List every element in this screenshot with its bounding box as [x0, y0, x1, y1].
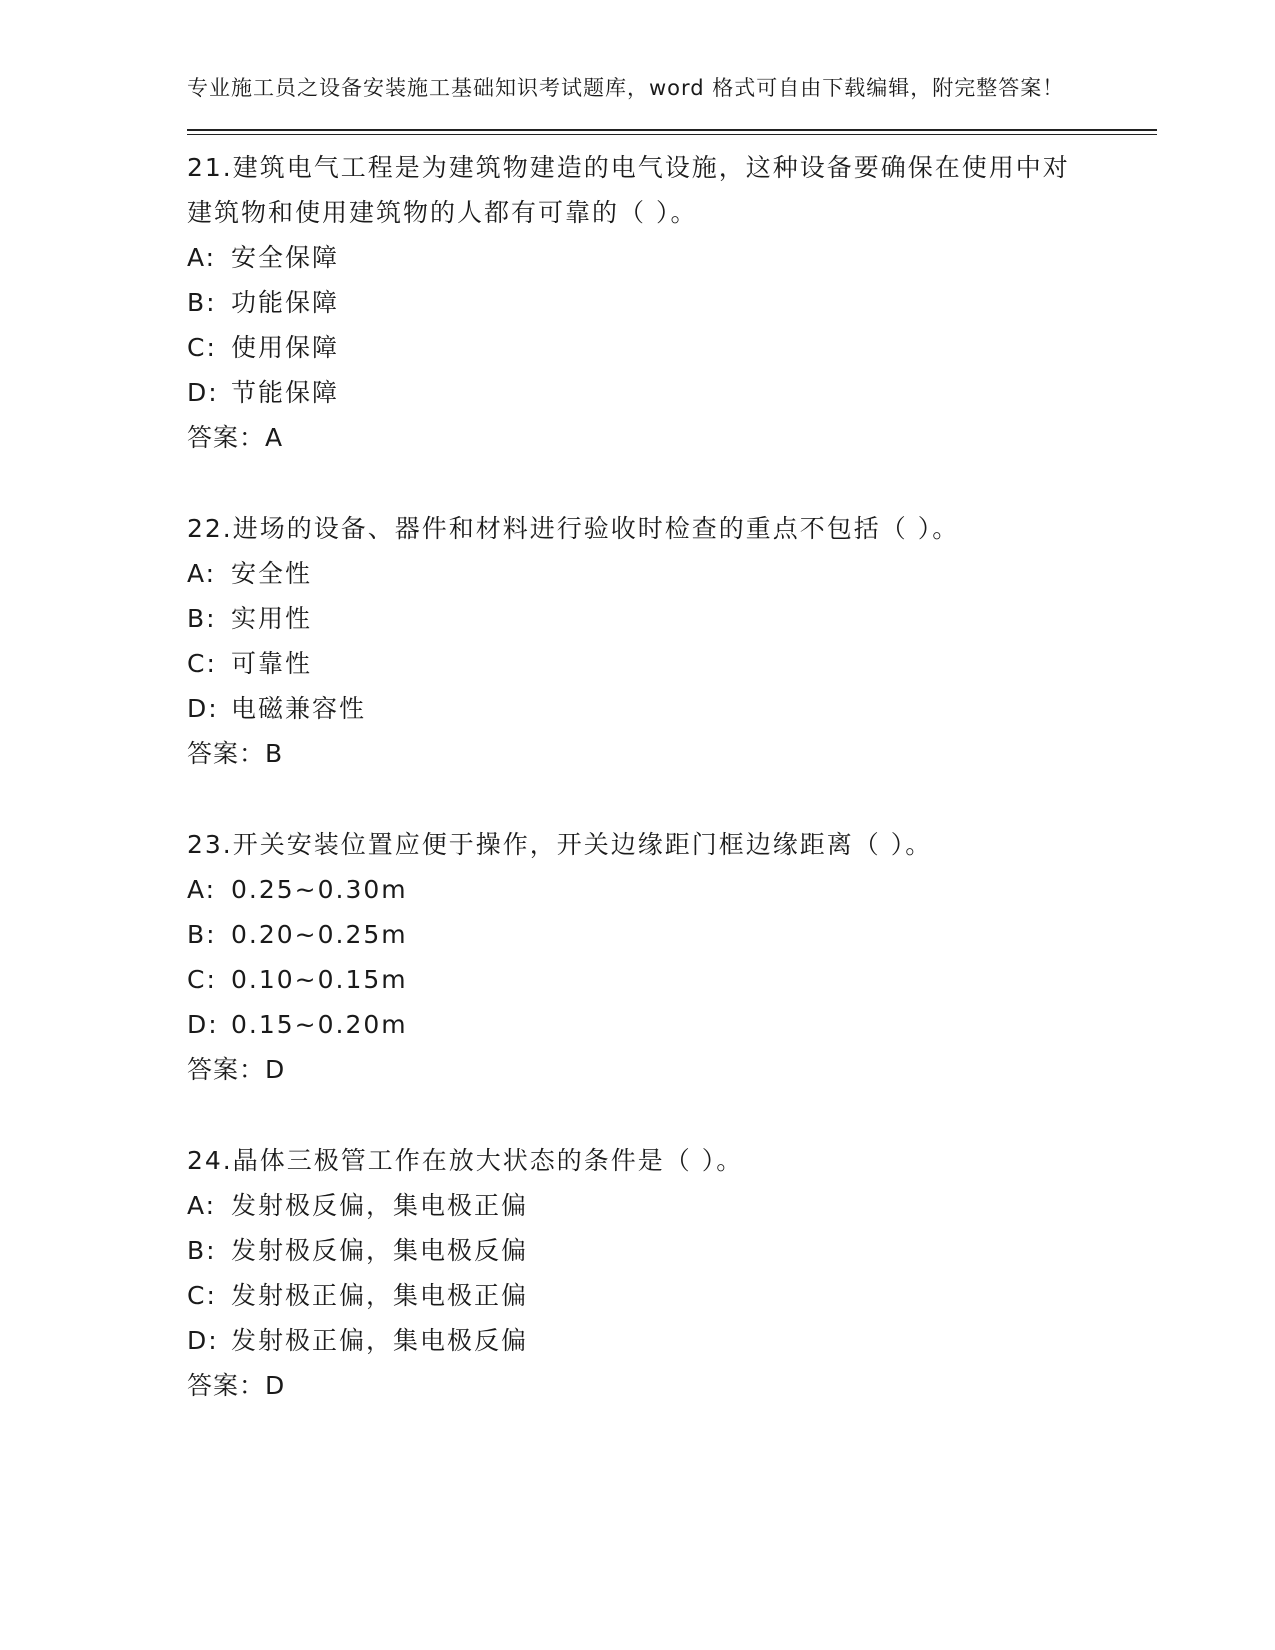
question-stem: 21.建筑电气工程是为建筑物建造的电气设施，这种设备要确保在使用中对建筑物和使用建筑物的人都有可靠的（ ）。: [187, 153, 1070, 227]
option-text: 节能保障: [231, 378, 340, 407]
option-text: 发射极反偏，集电极反偏: [231, 1236, 529, 1265]
option-letter: A:: [187, 1191, 217, 1220]
option-letter: A:: [187, 243, 217, 272]
option-text: 发射极正偏，集电极正偏: [231, 1281, 529, 1310]
option-text: 0.10~0.15m: [231, 965, 408, 994]
question-stem: 23.开关安装位置应便于操作，开关边缘距门框边缘距离（ ）。: [187, 830, 933, 859]
question-stem: 22.进场的设备、器件和材料进行验收时检查的重点不包括（ ）。: [187, 514, 960, 543]
option-b: [187, 280, 1157, 325]
option-text: 0.25~0.30m: [231, 875, 408, 904]
option-letter: D:: [187, 694, 219, 723]
option-text: 实用性: [231, 604, 313, 633]
option-letter: D:: [187, 378, 219, 407]
option-letter: B:: [187, 920, 217, 949]
answer-line: 答案：D: [187, 1055, 286, 1084]
option-text: 安全保障: [231, 243, 340, 272]
option-c: [187, 641, 1157, 686]
question-list: [187, 145, 1157, 1408]
question-stem: 24.晶体三极管工作在放大状态的条件是（ ）。: [187, 1146, 744, 1175]
answer-line: 答案：A: [187, 423, 284, 452]
option-text: 使用保障: [231, 333, 340, 362]
option-letter: C:: [187, 965, 217, 994]
option-text: 0.15~0.20m: [231, 1010, 408, 1039]
option-letter: C:: [187, 649, 217, 678]
option-letter: D:: [187, 1010, 219, 1039]
option-text: 0.20~0.25m: [231, 920, 408, 949]
option-d: [187, 1318, 1157, 1363]
option-letter: C:: [187, 333, 217, 362]
option-letter: D:: [187, 1326, 219, 1355]
option-c: [187, 1273, 1157, 1318]
answer-line: 答案：D: [187, 1371, 286, 1400]
option-a: [187, 867, 1157, 912]
option-letter: A:: [187, 559, 217, 588]
option-text: 发射极正偏，集电极反偏: [231, 1326, 529, 1355]
option-text: 功能保障: [231, 288, 340, 317]
option-letter: B:: [187, 288, 217, 317]
question-22: [187, 506, 1157, 776]
option-c: [187, 325, 1157, 370]
option-letter: A:: [187, 875, 217, 904]
option-text: 安全性: [231, 559, 313, 588]
question-21: [187, 145, 1157, 460]
header-divider: [187, 129, 1157, 135]
option-d: [187, 370, 1157, 415]
option-letter: C:: [187, 1281, 217, 1310]
option-text: 可靠性: [231, 649, 313, 678]
option-d: [187, 1002, 1157, 1047]
option-a: [187, 551, 1157, 596]
option-letter: B:: [187, 1236, 217, 1265]
document-page: [187, 72, 1157, 1454]
option-text: 电磁兼容性: [231, 694, 367, 723]
option-a: [187, 1183, 1157, 1228]
option-b: [187, 912, 1157, 957]
question-23: [187, 822, 1157, 1092]
option-d: [187, 686, 1157, 731]
option-letter: B:: [187, 604, 217, 633]
document-header: 专业施工员之设备安装施工基础知识考试题库，word 格式可自由下载编辑，附完整答案！: [187, 76, 1065, 100]
answer-line: 答案：B: [187, 739, 284, 768]
option-c: [187, 957, 1157, 1002]
option-b: [187, 596, 1157, 641]
option-b: [187, 1228, 1157, 1273]
option-a: [187, 235, 1157, 280]
question-24: [187, 1138, 1157, 1408]
option-text: 发射极反偏，集电极正偏: [231, 1191, 529, 1220]
